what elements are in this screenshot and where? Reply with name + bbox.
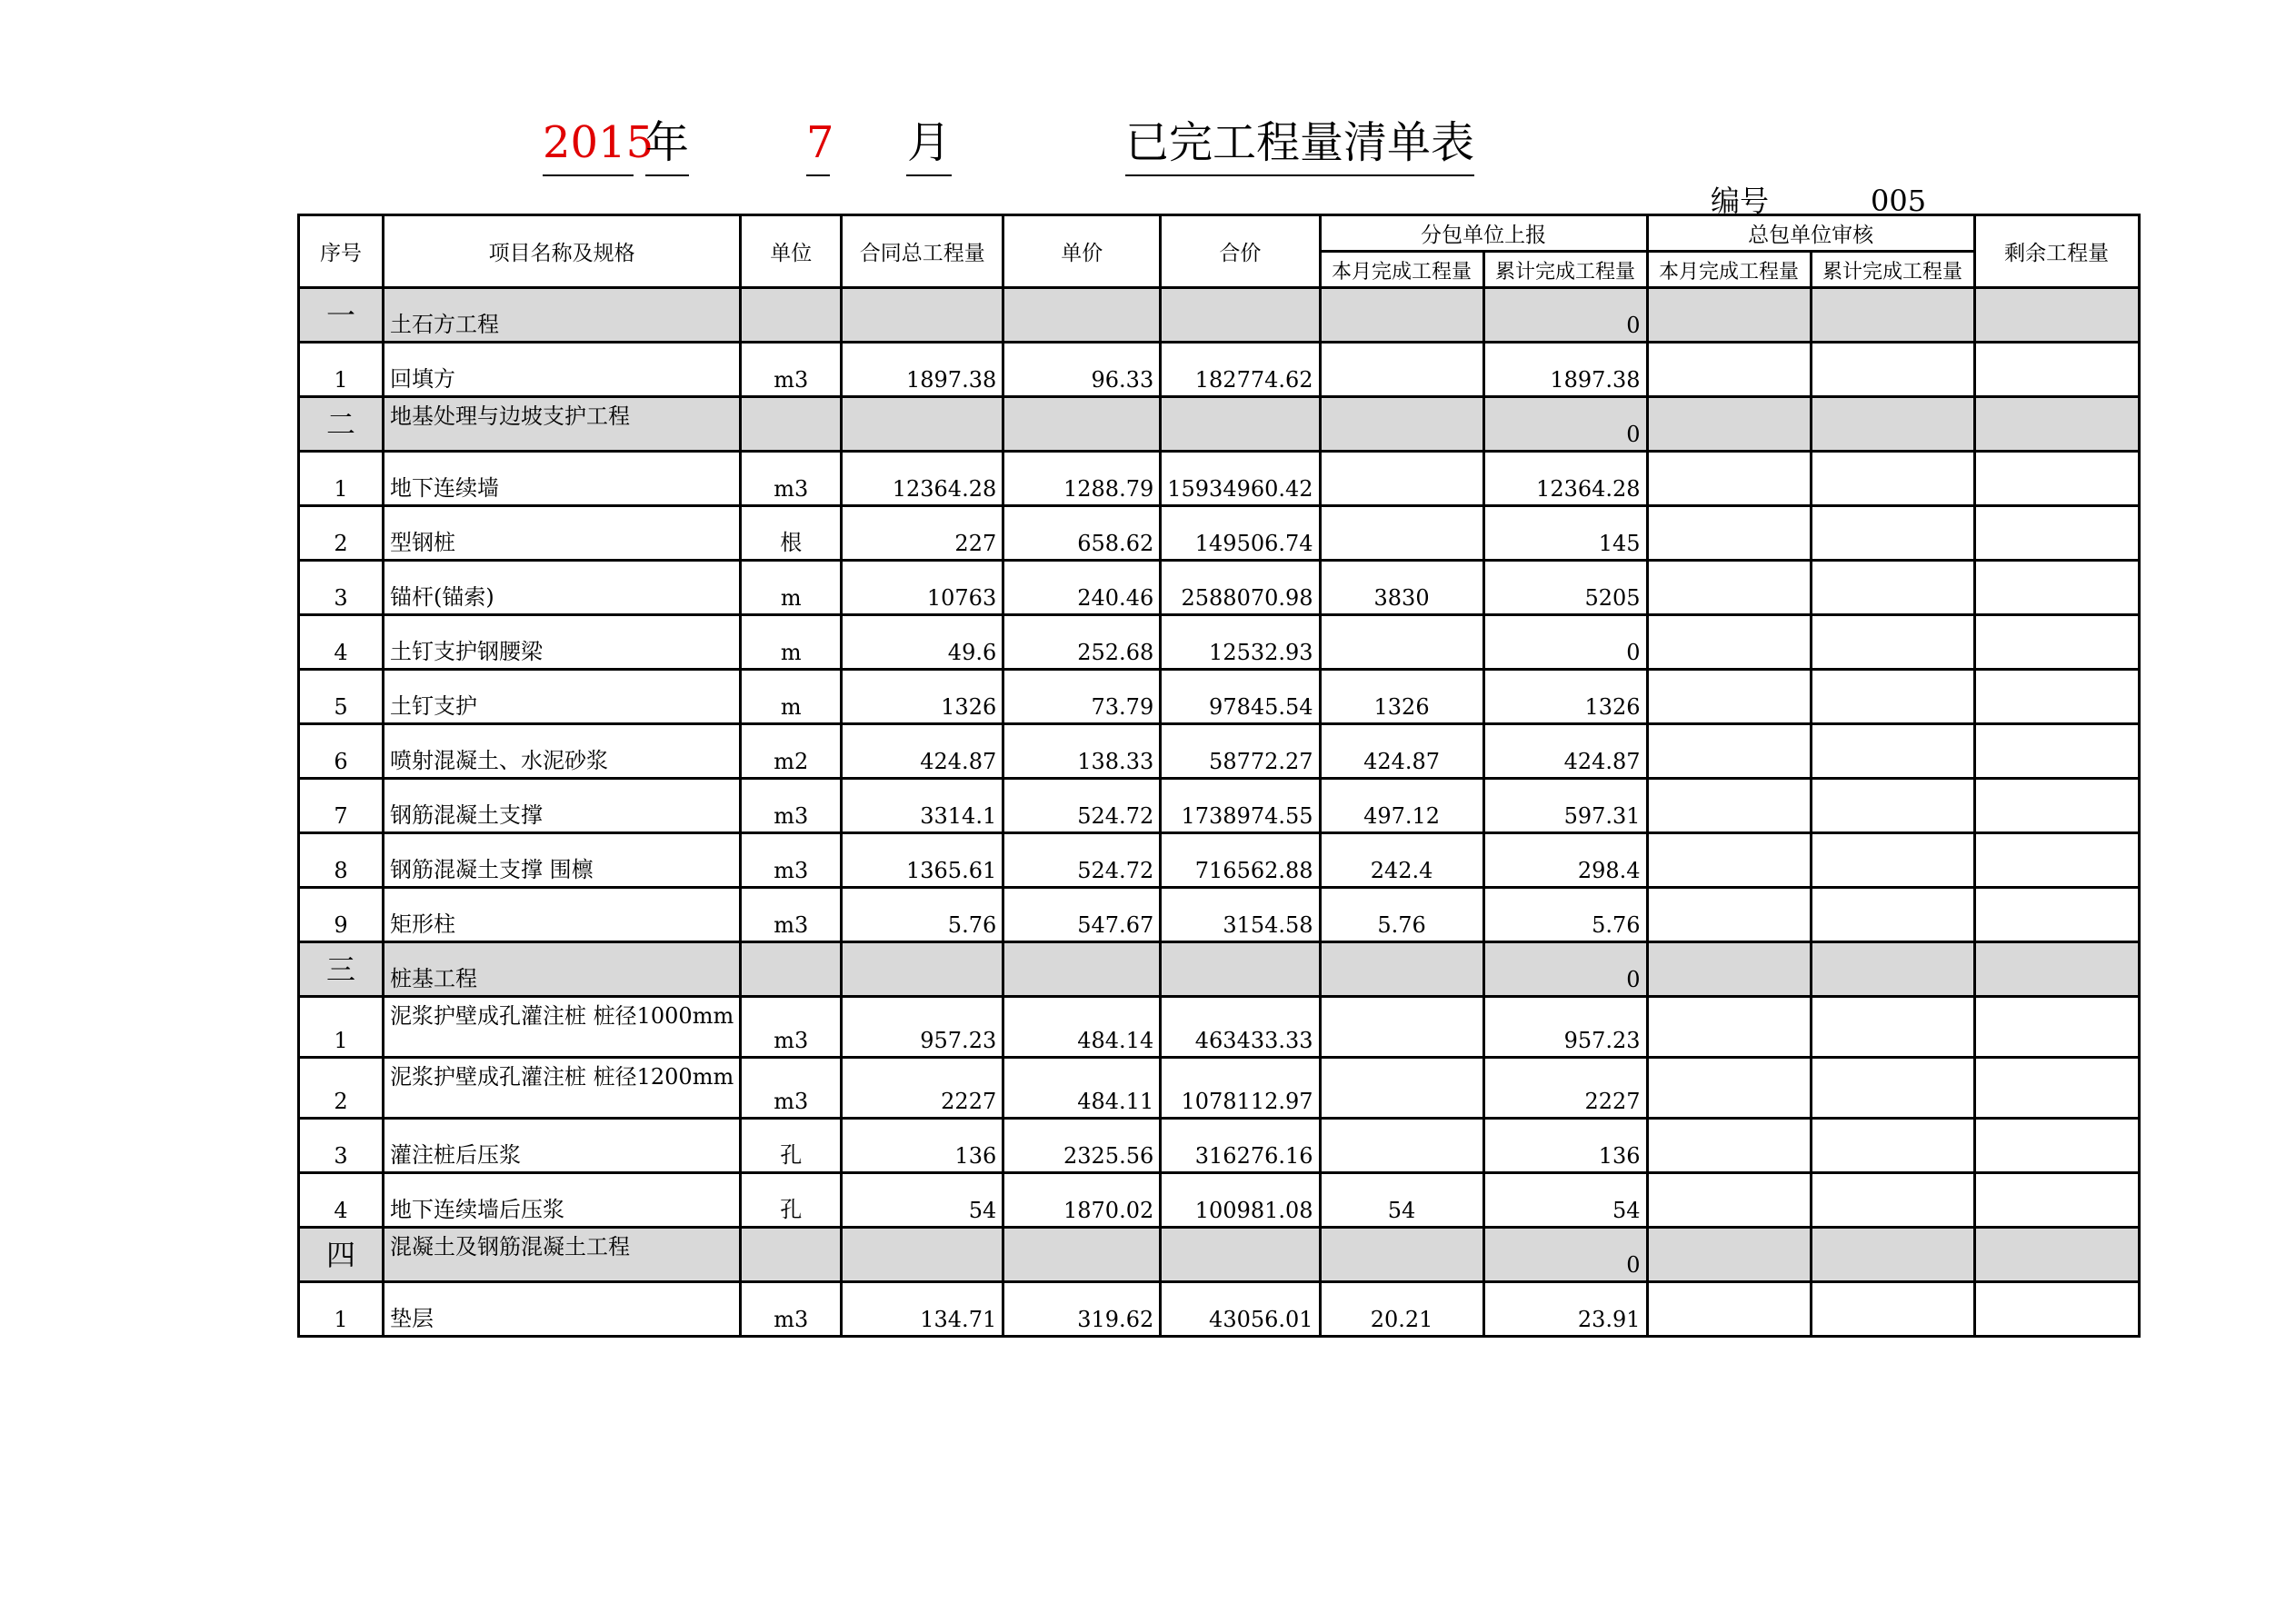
row-sub-cumulative: 0 [1483, 397, 1647, 452]
row-remaining [1974, 1173, 2139, 1228]
row-sub-month: 424.87 [1320, 724, 1483, 779]
row-remaining [1974, 1282, 2139, 1337]
row-unit-price [1003, 942, 1161, 997]
row-main-month [1647, 942, 1811, 997]
row-number: 1 [299, 343, 384, 397]
row-unit: m [741, 670, 842, 724]
row-number: 二 [299, 397, 384, 452]
row-remaining [1974, 997, 2139, 1058]
row-unit: 孔 [741, 1173, 842, 1228]
row-main-cumulative [1811, 724, 1974, 779]
row-main-month [1647, 288, 1811, 343]
row-sub-cumulative: 145 [1483, 506, 1647, 561]
row-unit-price: 524.72 [1003, 779, 1161, 833]
row-item-name: 矩形柱 [384, 888, 741, 942]
row-unit-price: 138.33 [1003, 724, 1161, 779]
row-contract-qty: 134.71 [842, 1282, 1003, 1337]
col-main-month-header: 本月完成工程量 [1647, 252, 1811, 288]
row-main-month [1647, 506, 1811, 561]
col-unit-price-header: 单价 [1003, 215, 1161, 288]
row-unit-price [1003, 397, 1161, 452]
row-item-name: 回填方 [384, 343, 741, 397]
col-total-header: 合价 [1161, 215, 1320, 288]
row-sub-month [1320, 506, 1483, 561]
row-contract-qty [842, 942, 1003, 997]
row-main-month [1647, 397, 1811, 452]
page-title: 已完工程量清单表 [1125, 111, 1474, 176]
row-number: 3 [299, 561, 384, 615]
row-main-month [1647, 343, 1811, 397]
row-number: 4 [299, 1173, 384, 1228]
row-sub-cumulative: 54 [1483, 1173, 1647, 1228]
row-number: 1 [299, 1282, 384, 1337]
row-sub-cumulative: 424.87 [1483, 724, 1647, 779]
row-main-month [1647, 779, 1811, 833]
row-number: 6 [299, 724, 384, 779]
col-remaining-header: 剩余工程量 [1974, 215, 2139, 288]
row-item-name: 型钢桩 [384, 506, 741, 561]
quantity-table [297, 214, 2141, 1338]
row-main-cumulative [1811, 561, 1974, 615]
row-sub-cumulative: 5.76 [1483, 888, 1647, 942]
row-sub-month: 20.21 [1320, 1282, 1483, 1337]
row-main-cumulative [1811, 833, 1974, 888]
row-unit [741, 942, 842, 997]
row-unit-price [1003, 1228, 1161, 1282]
month-suffix: 月 [906, 111, 952, 176]
row-sub-month [1320, 942, 1483, 997]
row-remaining [1974, 1119, 2139, 1173]
col-sub-cumulative-header: 累计完成工程量 [1483, 252, 1647, 288]
row-number: 1 [299, 997, 384, 1058]
row-unit-price: 240.46 [1003, 561, 1161, 615]
table-row [299, 1282, 2140, 1337]
row-unit: m3 [741, 833, 842, 888]
row-remaining [1974, 888, 2139, 942]
table-row [299, 779, 2140, 833]
row-remaining [1974, 942, 2139, 997]
section-row [299, 288, 2140, 343]
row-remaining [1974, 561, 2139, 615]
report-month: 7 [806, 111, 830, 176]
row-item-name: 锚杆(锚索) [384, 561, 741, 615]
row-sub-cumulative: 136 [1483, 1119, 1647, 1173]
row-sub-cumulative: 2227 [1483, 1058, 1647, 1119]
row-contract-qty: 49.6 [842, 615, 1003, 670]
row-main-month [1647, 1282, 1811, 1337]
row-contract-qty: 227 [842, 506, 1003, 561]
row-contract-qty: 54 [842, 1173, 1003, 1228]
row-unit-price: 1870.02 [1003, 1173, 1161, 1228]
row-main-cumulative [1811, 1228, 1974, 1282]
row-unit [741, 288, 842, 343]
row-contract-qty: 1897.38 [842, 343, 1003, 397]
row-item-name [384, 1058, 741, 1119]
section-row [299, 1228, 2140, 1282]
row-main-month [1647, 1173, 1811, 1228]
row-item-name: 钢筋混凝土支撑 围檩 [384, 833, 741, 888]
row-item-name: 垫层 [384, 1282, 741, 1337]
row-number: 7 [299, 779, 384, 833]
row-sub-cumulative: 1326 [1483, 670, 1647, 724]
row-number: 1 [299, 452, 384, 506]
row-remaining [1974, 1058, 2139, 1119]
row-item-name: 地下连续墙 [384, 452, 741, 506]
row-sub-cumulative: 0 [1483, 288, 1647, 343]
row-remaining [1974, 506, 2139, 561]
row-sub-cumulative: 597.31 [1483, 779, 1647, 833]
row-total: 58772.27 [1161, 724, 1320, 779]
row-total: 1078112.97 [1161, 1058, 1320, 1119]
col-contract-qty-header: 合同总工程量 [842, 215, 1003, 288]
row-contract-qty: 1365.61 [842, 833, 1003, 888]
row-item-name: 土石方工程 [384, 288, 741, 343]
row-total: 43056.01 [1161, 1282, 1320, 1337]
row-main-cumulative [1811, 1119, 1974, 1173]
row-number: 5 [299, 670, 384, 724]
row-sub-month: 1326 [1320, 670, 1483, 724]
row-item-name-text: 地基处理与边坡支护工程 [390, 403, 630, 429]
row-main-month [1647, 888, 1811, 942]
row-main-cumulative [1811, 452, 1974, 506]
row-unit-price: 252.68 [1003, 615, 1161, 670]
table-row [299, 670, 2140, 724]
row-remaining [1974, 288, 2139, 343]
row-main-month [1647, 1058, 1811, 1119]
row-number: 4 [299, 615, 384, 670]
row-main-cumulative [1811, 779, 1974, 833]
row-unit: 孔 [741, 1119, 842, 1173]
row-main-month [1647, 724, 1811, 779]
row-unit-price: 96.33 [1003, 343, 1161, 397]
row-sub-month [1320, 397, 1483, 452]
general-contractor-review-header: 总包单位审核 [1647, 215, 1974, 252]
table-row [299, 452, 2140, 506]
row-unit: m3 [741, 343, 842, 397]
row-remaining [1974, 1228, 2139, 1282]
row-unit-price: 484.11 [1003, 1058, 1161, 1119]
row-unit-price: 547.67 [1003, 888, 1161, 942]
row-sub-month [1320, 343, 1483, 397]
row-total [1161, 288, 1320, 343]
row-item-name-text: 泥浆护壁成孔灌注桩 桩径1200mm [390, 1064, 734, 1090]
col-name-header: 项目名称及规格 [384, 215, 741, 288]
row-sub-cumulative: 0 [1483, 615, 1647, 670]
row-main-month [1647, 670, 1811, 724]
row-item-name: 地下连续墙后压浆 [384, 1173, 741, 1228]
row-number: 四 [299, 1228, 384, 1282]
row-unit: m [741, 615, 842, 670]
row-unit: m2 [741, 724, 842, 779]
row-remaining [1974, 397, 2139, 452]
row-sub-cumulative: 0 [1483, 942, 1647, 997]
serial-label: 编号 [1711, 184, 1770, 218]
table-row [299, 1058, 2140, 1119]
row-unit-price: 658.62 [1003, 506, 1161, 561]
table-row [299, 506, 2140, 561]
row-remaining [1974, 779, 2139, 833]
row-total: 463433.33 [1161, 997, 1320, 1058]
row-unit: m3 [741, 452, 842, 506]
row-item-name [384, 1228, 741, 1282]
row-main-cumulative [1811, 397, 1974, 452]
row-remaining [1974, 724, 2139, 779]
row-item-name [384, 397, 741, 452]
row-total: 15934960.42 [1161, 452, 1320, 506]
row-number: 2 [299, 1058, 384, 1119]
row-total: 100981.08 [1161, 1173, 1320, 1228]
table-row [299, 1173, 2140, 1228]
col-unit-header: 单位 [741, 215, 842, 288]
row-contract-qty: 424.87 [842, 724, 1003, 779]
row-main-cumulative [1811, 888, 1974, 942]
row-unit: m3 [741, 888, 842, 942]
row-main-month [1647, 997, 1811, 1058]
row-remaining [1974, 833, 2139, 888]
row-main-cumulative [1811, 942, 1974, 997]
row-main-cumulative [1811, 288, 1974, 343]
row-unit-price: 2325.56 [1003, 1119, 1161, 1173]
row-sub-cumulative: 5205 [1483, 561, 1647, 615]
row-sub-month: 242.4 [1320, 833, 1483, 888]
row-total: 182774.62 [1161, 343, 1320, 397]
row-sub-month [1320, 288, 1483, 343]
row-number: 2 [299, 506, 384, 561]
row-total [1161, 1228, 1320, 1282]
row-item-name: 钢筋混凝土支撑 [384, 779, 741, 833]
row-contract-qty: 136 [842, 1119, 1003, 1173]
row-main-cumulative [1811, 670, 1974, 724]
table-row [299, 997, 2140, 1058]
row-item-name-text: 混凝土及钢筋混凝土工程 [390, 1234, 630, 1260]
row-main-cumulative [1811, 1282, 1974, 1337]
table-row [299, 724, 2140, 779]
row-unit-price: 1288.79 [1003, 452, 1161, 506]
row-contract-qty: 10763 [842, 561, 1003, 615]
row-remaining [1974, 670, 2139, 724]
row-sub-month: 54 [1320, 1173, 1483, 1228]
row-total [1161, 942, 1320, 997]
row-sub-month: 5.76 [1320, 888, 1483, 942]
row-contract-qty: 2227 [842, 1058, 1003, 1119]
row-sub-month [1320, 1058, 1483, 1119]
section-row [299, 397, 2140, 452]
table-row [299, 888, 2140, 942]
row-total: 12532.93 [1161, 615, 1320, 670]
report-year: 2015 [543, 111, 634, 176]
col-main-cumulative-header: 累计完成工程量 [1811, 252, 1974, 288]
row-main-cumulative [1811, 343, 1974, 397]
row-main-month [1647, 561, 1811, 615]
row-sub-month [1320, 1119, 1483, 1173]
row-unit: m3 [741, 997, 842, 1058]
row-item-name: 土钉支护钢腰梁 [384, 615, 741, 670]
serial-value: 005 [1871, 184, 1927, 218]
row-unit: m [741, 561, 842, 615]
row-contract-qty: 1326 [842, 670, 1003, 724]
row-unit-price: 73.79 [1003, 670, 1161, 724]
row-main-cumulative [1811, 615, 1974, 670]
row-sub-cumulative: 1897.38 [1483, 343, 1647, 397]
row-total [1161, 397, 1320, 452]
row-contract-qty [842, 397, 1003, 452]
row-contract-qty: 3314.1 [842, 779, 1003, 833]
row-item-name [384, 997, 741, 1058]
table-row [299, 561, 2140, 615]
row-unit: m3 [741, 779, 842, 833]
row-total: 97845.54 [1161, 670, 1320, 724]
row-unit-price: 524.72 [1003, 833, 1161, 888]
row-number: 3 [299, 1119, 384, 1173]
row-sub-month [1320, 615, 1483, 670]
row-number: 8 [299, 833, 384, 888]
row-sub-cumulative: 0 [1483, 1228, 1647, 1282]
row-sub-cumulative: 957.23 [1483, 997, 1647, 1058]
row-sub-cumulative: 12364.28 [1483, 452, 1647, 506]
row-total: 2588070.98 [1161, 561, 1320, 615]
table-row [299, 833, 2140, 888]
row-total: 1738974.55 [1161, 779, 1320, 833]
row-contract-qty: 957.23 [842, 997, 1003, 1058]
row-sub-cumulative: 23.91 [1483, 1282, 1647, 1337]
row-remaining [1974, 452, 2139, 506]
row-total: 716562.88 [1161, 833, 1320, 888]
year-suffix: 年 [645, 111, 689, 176]
row-contract-qty: 5.76 [842, 888, 1003, 942]
row-unit: m3 [741, 1282, 842, 1337]
row-main-month [1647, 615, 1811, 670]
section-row [299, 942, 2140, 997]
row-contract-qty: 12364.28 [842, 452, 1003, 506]
row-sub-month: 3830 [1320, 561, 1483, 615]
row-item-name: 桩基工程 [384, 942, 741, 997]
subcontractor-report-header: 分包单位上报 [1320, 215, 1647, 252]
row-sub-month [1320, 997, 1483, 1058]
row-sub-month [1320, 452, 1483, 506]
row-remaining [1974, 615, 2139, 670]
row-main-cumulative [1811, 506, 1974, 561]
row-total: 316276.16 [1161, 1119, 1320, 1173]
row-number: 三 [299, 942, 384, 997]
col-sub-month-header: 本月完成工程量 [1320, 252, 1483, 288]
row-sub-cumulative: 298.4 [1483, 833, 1647, 888]
row-main-month [1647, 833, 1811, 888]
row-unit: m3 [741, 1058, 842, 1119]
row-main-cumulative [1811, 997, 1974, 1058]
row-unit: 根 [741, 506, 842, 561]
col-no-header: 序号 [299, 215, 384, 288]
row-sub-month: 497.12 [1320, 779, 1483, 833]
row-number: 一 [299, 288, 384, 343]
row-main-cumulative [1811, 1173, 1974, 1228]
row-unit [741, 397, 842, 452]
row-main-cumulative [1811, 1058, 1974, 1119]
row-unit-price [1003, 288, 1161, 343]
row-item-name: 灌注桩后压浆 [384, 1119, 741, 1173]
row-item-name-text: 泥浆护壁成孔灌注桩 桩径1000mm [390, 1003, 734, 1029]
row-item-name: 喷射混凝土、水泥砂浆 [384, 724, 741, 779]
row-number: 9 [299, 888, 384, 942]
row-total: 149506.74 [1161, 506, 1320, 561]
row-unit [741, 1228, 842, 1282]
row-unit-price: 484.14 [1003, 997, 1161, 1058]
row-contract-qty [842, 1228, 1003, 1282]
row-contract-qty [842, 288, 1003, 343]
row-item-name: 土钉支护 [384, 670, 741, 724]
table-row [299, 343, 2140, 397]
row-main-month [1647, 452, 1811, 506]
row-total: 3154.58 [1161, 888, 1320, 942]
row-main-month [1647, 1119, 1811, 1173]
row-sub-month [1320, 1228, 1483, 1282]
table-row [299, 615, 2140, 670]
table-row [299, 1119, 2140, 1173]
row-remaining [1974, 343, 2139, 397]
row-main-month [1647, 1228, 1811, 1282]
row-unit-price: 319.62 [1003, 1282, 1161, 1337]
